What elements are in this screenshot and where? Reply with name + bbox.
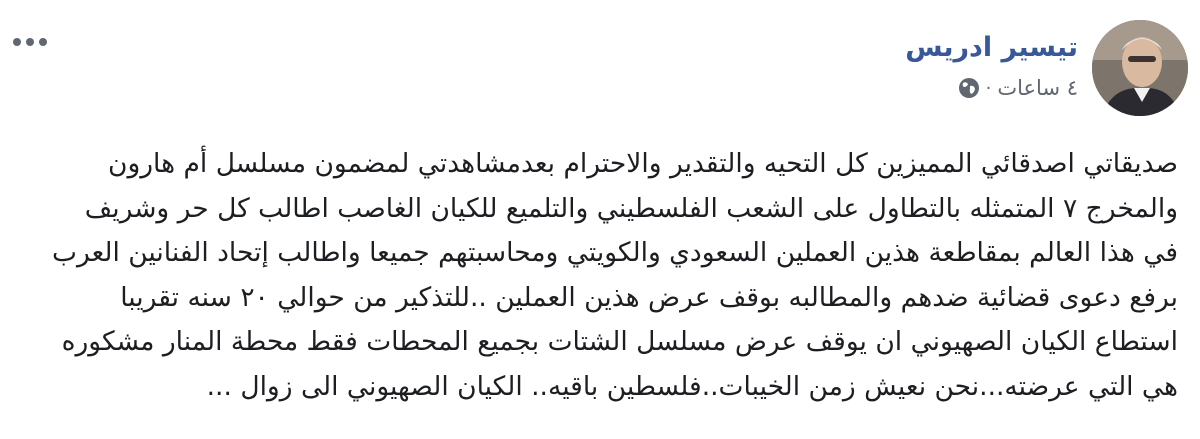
post-text-line: استطاع الكيان الصهيوني ان يوقف عرض مسلسل الشتات بجميع المحطات فقط محطة المنار مشكوره: [61, 326, 1178, 357]
more-dot-icon: [13, 38, 21, 46]
more-dot-icon: [39, 38, 47, 46]
profile-photo-icon: [1092, 20, 1188, 116]
author-block: [905, 30, 1078, 100]
post-text-line: برفع دعوى قضائية ضدهم والمطالبه بوقف عرض هذين العملين ..للتذكير من حوالي ٢٠ سنه تقريبا: [120, 281, 1178, 313]
more-dot-icon: [26, 38, 34, 46]
post-text-line: في هذا العالم بمقاطعة هذين العملين السعودي والكويتي ومحاسبتهم جميعا واطالب إتحاد الفنانين العرب: [52, 237, 1178, 268]
post-header: [905, 20, 1188, 120]
globe-icon[interactable]: [958, 77, 980, 99]
meta-separator: ·: [985, 77, 992, 99]
post-body-text: [18, 142, 1178, 409]
post-text-line: والمخرج ٧ المتمثله بالتطاول على الشعب الفلسطيني والتلميع للكيان الغاصب اطالب كل حر وشريف: [84, 192, 1178, 224]
author-name-link[interactable]: تيسير ادريس: [905, 32, 1078, 63]
post-text-line: صديقاتي اصدقائي المميزين كل التحيه والتقدير والاحترام بعدمشاهدتي لمضمون مسلسل أم هارون: [108, 148, 1178, 179]
post-meta: [905, 76, 1078, 100]
post-text-line: هي التي عرضته...نحن نعيش زمن الخيبات..فلسطين باقيه.. الكيان الصهيوني الى زوال ...: [206, 370, 1178, 402]
post-timestamp[interactable]: ٤ ساعات: [997, 76, 1078, 100]
more-options-button[interactable]: [8, 30, 52, 54]
avatar[interactable]: [1092, 20, 1188, 116]
